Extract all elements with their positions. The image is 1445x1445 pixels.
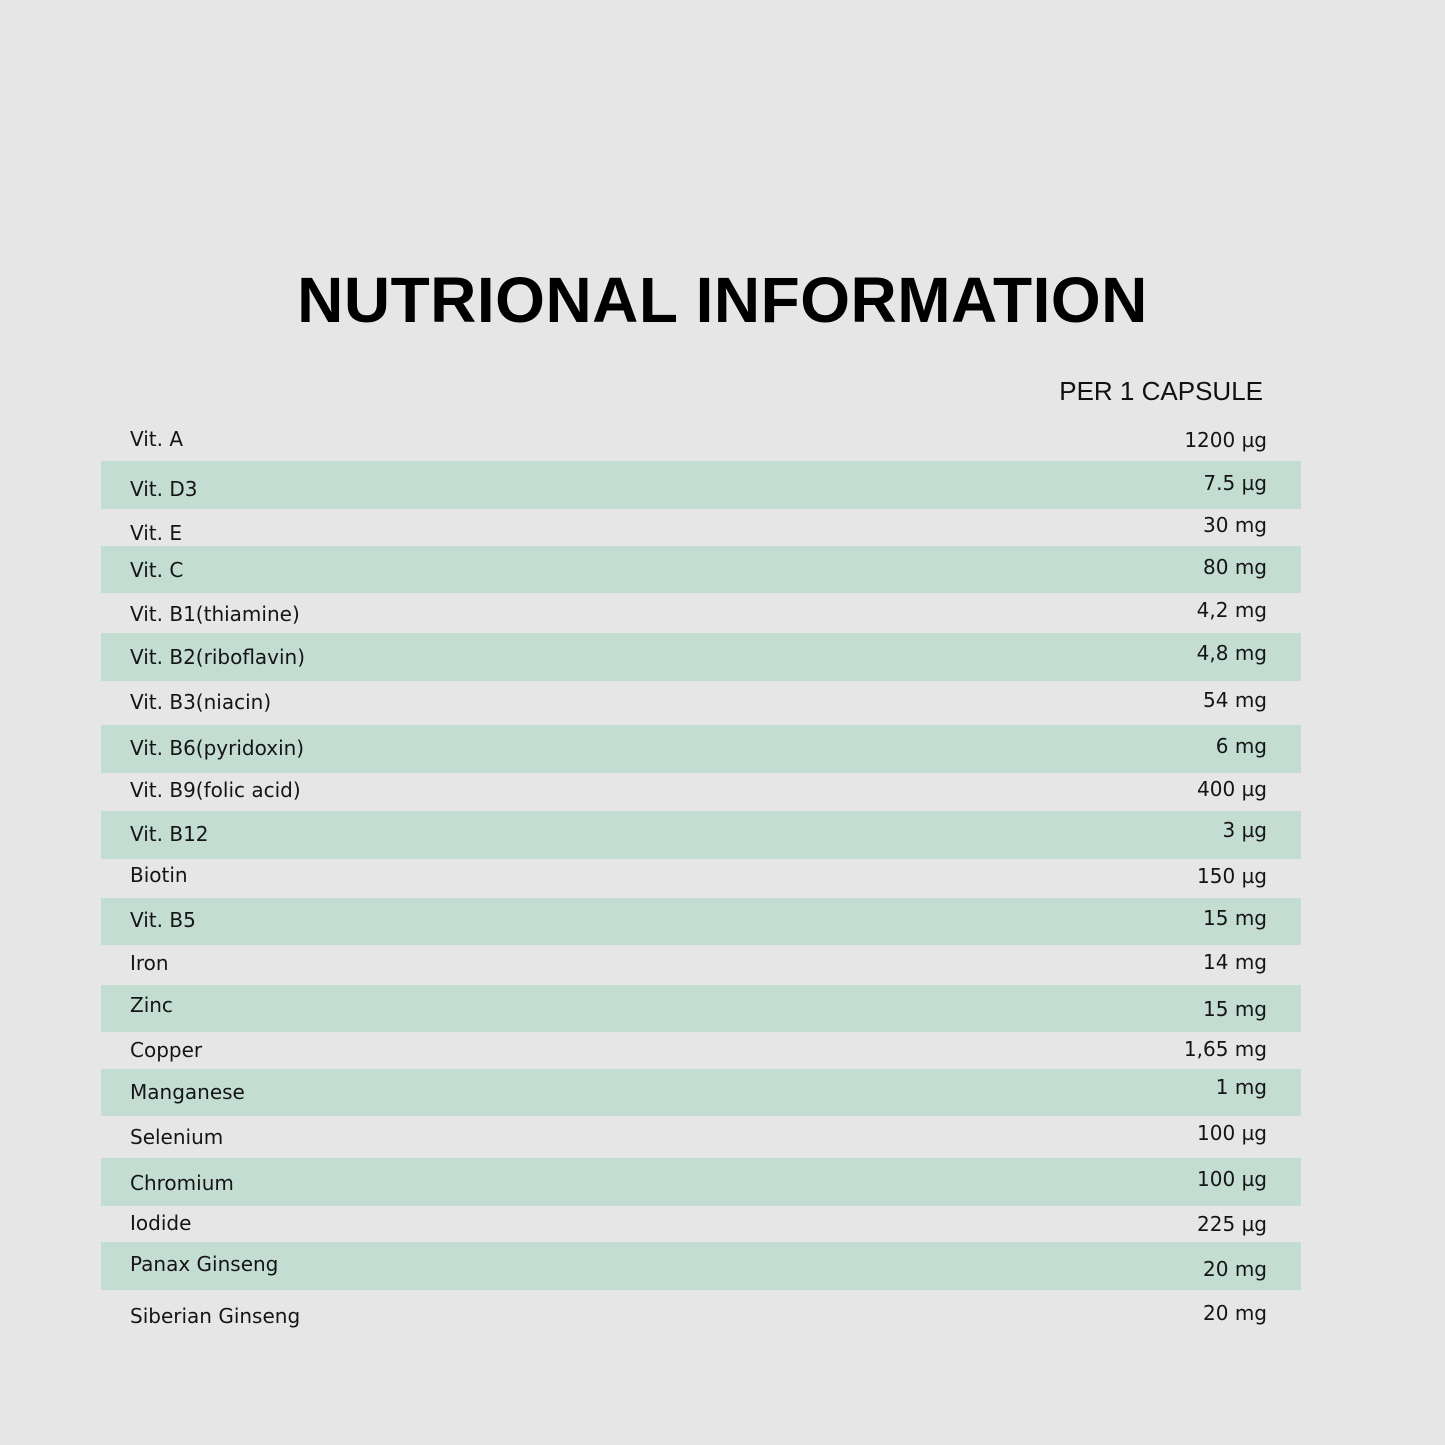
- nutrient-name: Vit. B2(riboflavin): [130, 645, 306, 669]
- nutrient-name: Zinc: [130, 993, 173, 1017]
- column-header-per-capsule: PER 1 CAPSULE: [1059, 376, 1263, 406]
- nutrient-name: Biotin: [130, 863, 188, 887]
- nutrient-name: Vit. B3(niacin): [130, 690, 272, 714]
- table-row: [101, 633, 1301, 681]
- nutrient-amount: 100 µg: [1197, 1121, 1267, 1145]
- nutrient-name: Iodide: [130, 1211, 192, 1235]
- nutrient-amount: 1,65 mg: [1183, 1037, 1267, 1061]
- table-row: [101, 811, 1301, 859]
- nutrient-name: Vit. E: [130, 521, 182, 545]
- nutrient-amount: 225 µg: [1197, 1212, 1267, 1236]
- nutrient-name: Selenium: [130, 1125, 224, 1149]
- table-row: [101, 509, 1301, 546]
- table-row: [101, 1116, 1301, 1158]
- nutrient-amount: 400 µg: [1197, 777, 1267, 801]
- nutrient-name: Vit. B6(pyridoxin): [130, 736, 305, 760]
- table-row: [101, 898, 1301, 945]
- nutrient-amount: 1 mg: [1215, 1075, 1267, 1099]
- table-row: [101, 945, 1301, 985]
- table-row: [101, 593, 1301, 633]
- nutrient-amount: 100 µg: [1197, 1167, 1267, 1191]
- nutrient-name: Vit. B1(thiamine): [130, 602, 300, 626]
- table-row: [101, 1032, 1301, 1069]
- nutrient-amount: 1200 µg: [1184, 428, 1267, 452]
- table-row: [101, 1242, 1301, 1290]
- nutrient-name: Vit. D3: [130, 477, 198, 501]
- table-row: [101, 1158, 1301, 1206]
- nutrient-name: Vit. C: [130, 558, 184, 582]
- nutrient-name: Iron: [130, 951, 169, 975]
- table-row: [101, 1206, 1301, 1242]
- nutrient-name: Siberian Ginseng: [130, 1304, 301, 1328]
- nutrient-name: Copper: [130, 1038, 203, 1062]
- nutrient-name: Chromium: [130, 1171, 234, 1195]
- table-row: [101, 546, 1301, 593]
- table-row: [101, 1290, 1301, 1340]
- table-row: [101, 985, 1301, 1032]
- nutrient-amount: 15 mg: [1203, 906, 1267, 930]
- table-row: [101, 725, 1301, 773]
- table-row: [101, 859, 1301, 898]
- nutrient-name: Vit. B12: [130, 822, 209, 846]
- nutrient-amount: 14 mg: [1203, 950, 1267, 974]
- nutrient-amount: 80 mg: [1203, 555, 1267, 579]
- nutrient-amount: 7.5 µg: [1203, 471, 1267, 495]
- table-row: [101, 1069, 1301, 1116]
- nutrient-amount: 4,8 mg: [1196, 641, 1267, 665]
- nutrient-amount: 30 mg: [1203, 513, 1267, 537]
- nutrient-amount: 4,2 mg: [1196, 598, 1267, 622]
- table-row: [101, 681, 1301, 725]
- nutrient-amount: 54 mg: [1203, 688, 1267, 712]
- nutrient-amount: 150 µg: [1197, 864, 1267, 888]
- nutrient-name: Vit. B9(folic acid): [130, 778, 301, 802]
- nutrient-amount: 20 mg: [1203, 1301, 1267, 1325]
- table-row: [101, 421, 1301, 461]
- nutrient-name: Manganese: [130, 1080, 245, 1104]
- nutrient-amount: 3 µg: [1222, 818, 1267, 842]
- page-title: NUTRIONAL INFORMATION: [297, 264, 1148, 336]
- nutrient-amount: 15 mg: [1203, 997, 1267, 1021]
- table-row: [101, 461, 1301, 509]
- nutrient-name: Panax Ginseng: [130, 1252, 279, 1276]
- nutrient-amount: 20 mg: [1203, 1257, 1267, 1281]
- nutrient-name: Vit. A: [130, 427, 184, 451]
- table-row: [101, 773, 1301, 811]
- nutrient-amount: 6 mg: [1215, 734, 1267, 758]
- nutrient-name: Vit. B5: [130, 908, 196, 932]
